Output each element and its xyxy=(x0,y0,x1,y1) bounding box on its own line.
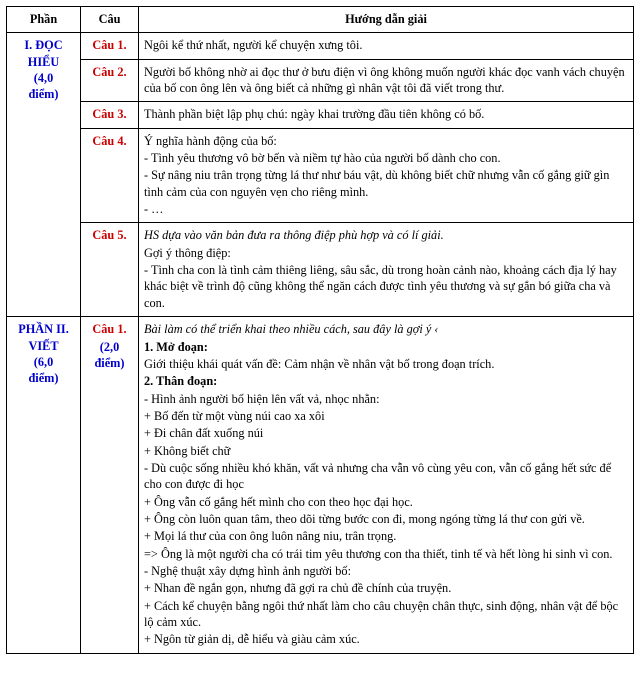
section-line: VIẾT xyxy=(28,338,59,353)
answer-line: + Cách kể chuyện bằng ngôi thứ nhất làm cho câu chuyện chân thực, sinh động, nhân vật để bộc lộ cảm xúc. xyxy=(144,598,619,629)
answer-line: - … xyxy=(144,202,164,217)
answer-heading: 1. Mở đoạn: xyxy=(144,339,208,354)
answer-line: + Ngôn từ giản dị, dễ hiểu và giàu cảm xúc. xyxy=(144,632,360,647)
answer-line: + Không biết chữ xyxy=(144,443,231,458)
answer-line: Thành phần biệt lập phụ chú: ngày khai trường đầu tiên không có bố. xyxy=(144,107,485,122)
section-line: (4,0 xyxy=(33,71,54,86)
table-row xyxy=(7,59,634,102)
answer-body-1 xyxy=(139,33,634,59)
answer-line: + Nhan đề ngắn gọn, nhưng đã gợi ra chủ đề chính của truyện. xyxy=(144,581,452,596)
answer-body-2 xyxy=(139,59,634,102)
column-header-phan: Phần xyxy=(7,7,81,33)
answer-body-5 xyxy=(139,223,634,317)
answer-line: + Ông còn luôn quan tâm, theo dõi từng bước con đi, mong ngóng từng lá thư con gửi về. xyxy=(144,511,585,526)
answer-note: HS dựa vào văn bản đưa ra thông điệp phù hợp và có lí giải. xyxy=(144,228,444,243)
answer-line: Giới thiệu khái quát vấn đề: Cảm nhận về nhân vật bố trong đoạn trích. xyxy=(144,356,495,371)
answer-note: Bài làm có thể triển khai theo nhiều cách, sau đây là gợi ý ‹ xyxy=(144,322,439,337)
section-line: điểm) xyxy=(28,87,59,102)
answer-guide-table xyxy=(6,6,634,654)
section-line: PHẦN II. xyxy=(18,322,69,337)
answer-body-4 xyxy=(139,128,634,223)
section-line: I. ĐỌC xyxy=(24,38,63,53)
section-label-viet xyxy=(7,317,81,654)
answer-line: Ngôi kể thứ nhất, người kể chuyện xưng tôi. xyxy=(144,38,363,53)
question-label-1: Câu 1. xyxy=(81,33,139,59)
question-number: Câu 1. xyxy=(92,322,127,337)
table-row xyxy=(7,33,634,59)
section-line: (6,0 xyxy=(33,354,54,369)
section-line: HIỂU xyxy=(27,54,60,69)
question-label-5: Câu 5. xyxy=(81,223,139,317)
answer-line: - Hình ảnh người bố hiện lên vất vả, nhọc nhằn: xyxy=(144,391,380,406)
column-header-cau: Câu xyxy=(81,7,139,33)
table-row xyxy=(7,317,634,654)
question-label-2: Câu 2. xyxy=(81,59,139,102)
answer-line: Ý nghĩa hành động của bố: xyxy=(144,133,277,148)
column-header-huong-dan-giai: Hướng dẫn giải xyxy=(139,7,634,33)
answer-line: + Mọi lá thư của con ông luôn nâng niu, trân trọng. xyxy=(144,529,397,544)
table-row xyxy=(7,102,634,128)
answer-line: => Ông là một người cha có trái tim yêu thương con tha thiết, tinh tế và hết lòng hi sinh vì con. xyxy=(144,546,613,561)
answer-line: + Bố đến từ một vùng núi cao xa xôi xyxy=(144,408,325,423)
answer-line: + Đi chân đất xuống núi xyxy=(144,426,264,441)
answer-line: - Tình yêu thương vô bờ bến và niềm tự hào của người bố dành cho con. xyxy=(144,151,501,166)
answer-heading: 2. Thân đoạn: xyxy=(144,374,218,389)
table-header-row xyxy=(7,7,634,33)
answer-line: - Nghệ thuật xây dựng hình ảnh người bố: xyxy=(144,563,351,578)
question-label-4: Câu 4. xyxy=(81,128,139,223)
answer-line: + Ông vẫn cố gắng hết mình cho con theo học đại học. xyxy=(144,494,413,509)
answer-line: - Sự nâng niu trân trọng từng lá thư như báu vật, dù không biết chữ nhưng vẫn cố gắng giữ gìn tình cảm của con nguyên vẹn cho riêng mình. xyxy=(144,168,610,199)
table-row xyxy=(7,128,634,223)
section-label-doc-hieu xyxy=(7,33,81,317)
answer-body-viet-1 xyxy=(139,317,634,654)
question-points: (2,0 điểm) xyxy=(94,339,125,370)
answer-line: - Tình cha con là tình cảm thiêng liêng, sâu sắc, dù trong hoàn cảnh nào, khoảng cách địa lý hay khác biệt về trình độ cũng không thể ngăn cách được tình yêu thương và sự gắn bó giữa cha và con. xyxy=(144,263,617,310)
question-label-3: Câu 3. xyxy=(81,102,139,128)
answer-line: - Dù cuộc sống nhiều khó khăn, vất vả nhưng cha vẫn vô cùng yêu con, vẫn cố gắng hết sức để cho con được đi học xyxy=(144,460,612,492)
answer-body-3 xyxy=(139,102,634,128)
question-label-viet-1 xyxy=(81,317,139,654)
table-row xyxy=(7,223,634,317)
answer-line: Người bố không nhờ ai đọc thư ở bưu điện vì ông không muốn người khác đọc vanh vách chuyện của bố con ông lên và ông biết cả những gì nhân vật tôi đã viết trong thư. xyxy=(144,64,625,96)
answer-line: Gợi ý thông điệp: xyxy=(144,245,231,260)
section-line: điểm) xyxy=(28,371,59,386)
